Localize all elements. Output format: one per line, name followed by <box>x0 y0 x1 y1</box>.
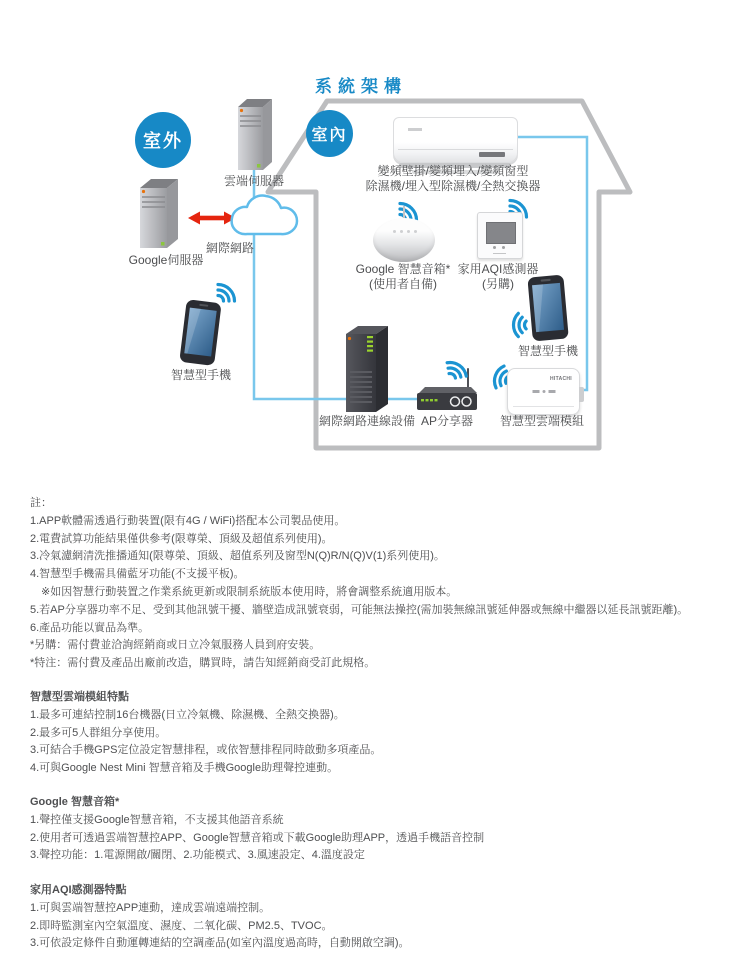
aqi-sensor-label: 家用AQI感測器 <box>457 262 539 276</box>
internet-device-icon <box>346 326 388 412</box>
module-side-tab <box>579 387 584 402</box>
google-home-icon <box>373 218 435 262</box>
aqi-features-section <box>30 882 742 953</box>
hitachi-logo: HITACHI <box>549 376 572 382</box>
smartphone-left-label: 智慧型手機 <box>170 368 232 382</box>
note-line: 5.若AP分享器功率不足、受到其他訊號干擾、牆壁造成訊號衰弱，可能無法操控(需加裝無線訊號延伸器或無線中繼器以延長訊號距離)。 <box>30 603 689 616</box>
sync-arrow <box>188 212 236 225</box>
notes-section <box>30 495 742 673</box>
wifi-icon <box>218 285 235 302</box>
ap-router-label: AP分享器 <box>420 414 474 428</box>
air-conditioner-icon <box>393 117 518 163</box>
aqi-screen <box>486 222 516 244</box>
feature-line: 1.最多可連結控制16台機器(日立冷氣機、除濕機、全熱交換器)。 <box>30 708 345 721</box>
led-dot <box>414 230 417 233</box>
smartphone-right-label: 智慧型手機 <box>517 344 579 358</box>
outdoor-badge: 室外 <box>135 112 191 168</box>
feature-line: 3.可依設定條件自動運轉連結的空調產品(如室內溫度過高時，自動開啟空調)。 <box>30 937 410 950</box>
internet-label: 網際網路 <box>205 241 255 255</box>
ap-router-icon <box>417 369 477 410</box>
module-indicators <box>532 390 555 393</box>
feature-line: 2.即時監測室內空氣溫度、濕度、二氧化碳、PM2.5、TVOC。 <box>30 919 333 932</box>
google-speaker-section <box>30 794 742 865</box>
feature-line: 2.最多可5人群組分享使用。 <box>30 726 167 739</box>
feature-line: 3.可結合手機GPS定位設定智慧排程，或依智慧排程同時啟動多項產品。 <box>30 744 382 757</box>
aqi-logo-dash <box>493 253 506 255</box>
ac-caption-line2: 除濕機/埋入型除濕機/全熱交換器 <box>365 179 541 193</box>
ac-display <box>479 152 505 157</box>
internet-cloud-icon <box>232 196 297 235</box>
note-line: ※如因智慧行動裝置之作業系統更新或限制系統版本使用時，將會調整系統適用版本。 <box>41 585 458 598</box>
cloud-module-icon <box>507 368 580 415</box>
module-baseline <box>513 406 574 407</box>
notes-title: 註： <box>30 497 52 509</box>
note-line: *另購：需付費並洽詢經銷商或日立冷氣服務人員到府安裝。 <box>30 639 321 652</box>
google-server-label: Google伺服器 <box>128 253 204 267</box>
aqi-features-title: 家用AQI感測器特點 <box>30 884 127 896</box>
feature-line: 1.可與雲端智慧控APP連動，達成雲端遠端控制。 <box>30 901 271 914</box>
smartphone-right-icon <box>527 275 568 342</box>
smartphone-left-icon <box>179 299 221 366</box>
google-speaker-note: (使用者自備) <box>369 277 437 291</box>
feature-line: 4.可與Google Nest Mini 智慧音箱及手機Google助理聲控連動。 <box>30 762 339 775</box>
ac-logo-dash <box>408 128 422 131</box>
internet-device-label: 網際網路連線設備 <box>318 414 416 428</box>
aqi-button <box>502 246 505 249</box>
aqi-button <box>493 246 496 249</box>
module-features-section <box>30 689 742 778</box>
aqi-sensor-icon <box>477 212 523 259</box>
module-features-title: 智慧型雲端模組特點 <box>30 691 129 703</box>
cloud-server-label: 雲端伺服器 <box>223 174 285 188</box>
note-line: 1.APP軟體需透過行動裝置(限有4G / WiFi)搭配本公司製品使用。 <box>30 514 346 527</box>
google-speaker-title: Google 智慧音箱* <box>30 796 120 808</box>
system-architecture-diagram <box>0 0 750 470</box>
cloud-server-icon <box>238 99 272 170</box>
google-server-icon <box>140 179 178 248</box>
feature-line: 2.使用者可透過雲端智慧控APP、Google智慧音箱或下載Google助理APP，透過手機語音控制 <box>30 831 485 844</box>
ac-strip <box>398 149 513 150</box>
wifi-icon <box>447 360 466 379</box>
indoor-badge: 室內 <box>306 110 353 157</box>
cloud-module-label: 智慧型雲端模組 <box>499 414 585 428</box>
led-dot <box>400 230 403 233</box>
diagram-title: 系統架構 <box>315 77 407 96</box>
note-line: 6.產品功能以實品為準。 <box>30 621 150 634</box>
note-line: *特注：需付費及產品出廠前改造，購買時，請告知經銷商受訂此規格。 <box>30 657 376 670</box>
note-line: 2.電費試算功能結果僅供參考(限尊榮、頂級及超值系列使用)。 <box>30 532 333 545</box>
aqi-sensor-note: (另購) <box>482 277 514 291</box>
note-line: 3.冷氣濾網清洗推播通知(限尊榮、頂級、超值系列及窗型N(Q)R/N(Q)V(1)系列使用)。 <box>30 550 445 563</box>
feature-line: 1.聲控僅支援Google智慧音箱，不支援其他語音系統 <box>30 813 284 826</box>
note-line: 4.智慧型手機需具備藍牙功能(不支援平板)。 <box>30 568 245 581</box>
google-speaker-label: Google 智慧音箱* <box>355 262 451 276</box>
led-dot <box>393 230 396 233</box>
ac-caption-line1: 變頻壁掛/變頻埋入/變頻窗型 <box>377 164 529 178</box>
feature-line: 3.聲控功能：1.電源開啟/關閉、2.功能模式、3.風速設定、4.溫度設定 <box>30 849 365 862</box>
wifi-icon <box>507 313 530 336</box>
led-dot <box>407 230 410 233</box>
